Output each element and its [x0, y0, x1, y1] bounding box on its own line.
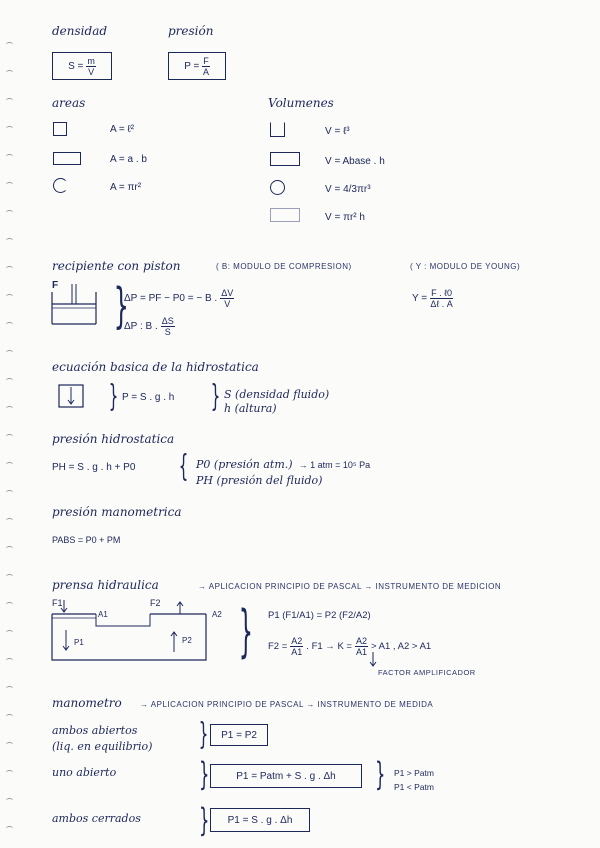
- row2-condition-brace: }: [375, 755, 386, 793]
- volume-prism: V = Abase . h: [325, 156, 385, 167]
- prensa-eq2-mid: . F1 → K =: [306, 641, 352, 652]
- hidro-legend-density: S (densidad fluido): [224, 388, 330, 401]
- presion-heading: presión: [168, 24, 214, 38]
- piston-eq1-den: V: [224, 299, 231, 309]
- prensa-eq2: [268, 636, 431, 657]
- densidad-lhs: S =: [68, 60, 84, 72]
- hidro-brace-right: }: [210, 379, 221, 414]
- cylinder-shape: [270, 208, 300, 222]
- circle-shape: [53, 178, 68, 193]
- cube-shape: [270, 122, 285, 137]
- young-lhs: Y =: [412, 293, 428, 304]
- row3-eq: P1 = S . g . Δh: [227, 814, 293, 826]
- prensa-eq1: P1 (F1/A1) = P2 (F2/A2): [268, 610, 371, 621]
- p0-legend: P0 (presión atm.): [196, 458, 293, 471]
- row3-brace: }: [199, 801, 210, 839]
- row2-eq: P1 = Patm + S . g . Δh: [236, 770, 336, 782]
- presion-hidro-brace: {: [178, 449, 189, 484]
- area-rectangle: A = a . b: [110, 154, 147, 165]
- manometrica-eq: PABS = P0 + PM: [52, 535, 121, 545]
- row2-cond-less: P1 < Patm: [394, 782, 434, 792]
- prensa-p1: P1: [74, 638, 84, 647]
- row2-cond-greater: P1 > Patm: [394, 768, 434, 778]
- young-note: ( Y : MODULO DE YOUNG): [410, 262, 521, 271]
- manometro-heading: manometro: [52, 696, 122, 710]
- atm-conversion: → 1 atm = 10⁵ Pa: [298, 460, 371, 470]
- row3-eq-box: [210, 808, 310, 832]
- prensa-k-num: A2: [355, 636, 367, 646]
- prensa-a1: A1: [98, 610, 108, 619]
- row1-label-b: (liq. en equilibrio): [52, 740, 153, 753]
- compresion-note: ( B: MODULO DE COMPRESION): [216, 262, 352, 271]
- presion-formula-box: [168, 52, 226, 80]
- prensa-diagram: [50, 600, 210, 664]
- densidad-heading: densidad: [52, 24, 108, 38]
- prensa-k-den: A1: [355, 647, 367, 657]
- manometrica-heading: presión manometrica: [52, 505, 182, 519]
- rectangle-shape: [53, 152, 81, 165]
- factor-arrow: [368, 652, 378, 668]
- piston-eq2-num: ΔS: [161, 316, 174, 326]
- row1-label-a: ambos abiertos: [52, 724, 138, 737]
- young-eq: [412, 288, 453, 309]
- piston-eq2: [124, 316, 175, 337]
- prensa-p2: P2: [182, 636, 192, 645]
- densidad-num: m: [87, 55, 95, 66]
- area-square: A = ℓ²: [110, 124, 135, 135]
- piston-eq2-lhs: ΔP : B .: [124, 321, 158, 332]
- row1-brace: }: [198, 717, 209, 752]
- piston-eq1-num: ΔV: [221, 288, 234, 298]
- densidad-den: V: [88, 66, 95, 77]
- hidrostatica-heading: ecuación basica de la hidrostatica: [52, 360, 259, 374]
- piston-eq1: [124, 288, 234, 309]
- presion-hidro-legend1: [196, 458, 370, 471]
- densidad-formula-box: [52, 52, 112, 80]
- hidro-legend-height: h (altura): [224, 402, 277, 415]
- fluid-column-diagram: [58, 384, 86, 410]
- row2-label: uno abierto: [52, 766, 117, 779]
- prensa-f2: F2: [150, 598, 161, 608]
- piston-heading: recipiente con piston: [52, 259, 181, 273]
- presion-den: A: [203, 66, 210, 77]
- piston-force-label: F: [52, 280, 59, 291]
- prensa-eq2-tail: > A1 , A2 > A1: [370, 641, 432, 652]
- presion-hidro-heading: presión hidrostatica: [52, 432, 175, 446]
- manometro-desc: → APLICACION PRINCIPIO DE PASCAL → INSTRUMENTO DE MEDIDA: [140, 700, 434, 709]
- ph-legend: PH (presión del fluido): [196, 474, 323, 487]
- row3-label: ambos cerrados: [52, 812, 141, 825]
- row1-eq: P1 = P2: [221, 729, 257, 741]
- prensa-heading: prensa hidraulica: [52, 578, 159, 592]
- hidrostatica-eq: P = S . g . h: [122, 392, 175, 403]
- prensa-eq2-den: A1: [291, 647, 303, 657]
- hidro-brace-left: }: [108, 379, 119, 414]
- presion-hidro-eq: PH = S . g . h + P0: [52, 462, 136, 473]
- areas-heading: areas: [52, 96, 86, 110]
- presion-num: F: [203, 55, 209, 66]
- square-shape: [53, 122, 67, 136]
- piston-container-diagram: [50, 284, 100, 328]
- piston-eq1-lhs: ΔP = PF − P0 = − B .: [124, 293, 218, 304]
- young-num: F . ℓ0: [431, 288, 453, 298]
- prensa-eq2-num: A2: [291, 636, 303, 646]
- prensa-desc: → APLICACION PRINCIPIO DE PASCAL → INSTRUMENTO DE MEDICION: [198, 582, 502, 591]
- prensa-brace: }: [238, 599, 253, 664]
- volume-cube: V = ℓ³: [325, 126, 350, 137]
- prism-shape: [270, 152, 300, 166]
- volumenes-heading: Volumenes: [268, 96, 334, 110]
- prensa-a2: A2: [212, 610, 222, 619]
- prensa-eq2-lhs: F2 =: [268, 641, 288, 652]
- factor-amplificador: FACTOR AMPLIFICADOR: [378, 668, 476, 677]
- piston-eq2-den: S: [164, 327, 171, 337]
- row1-eq-box: [210, 724, 268, 746]
- young-den: Δℓ . A: [430, 299, 453, 309]
- area-circle: A = πr²: [110, 182, 142, 193]
- volume-cylinder: V = πr² h: [325, 212, 365, 223]
- sphere-shape: [270, 180, 285, 195]
- prensa-f1: F1: [52, 598, 63, 608]
- row2-eq-box: [210, 764, 362, 788]
- volume-sphere: V = 4/3πr³: [325, 184, 371, 195]
- presion-lhs: P =: [184, 60, 200, 72]
- piston-brace: }: [113, 278, 129, 334]
- row2-brace: }: [199, 755, 210, 793]
